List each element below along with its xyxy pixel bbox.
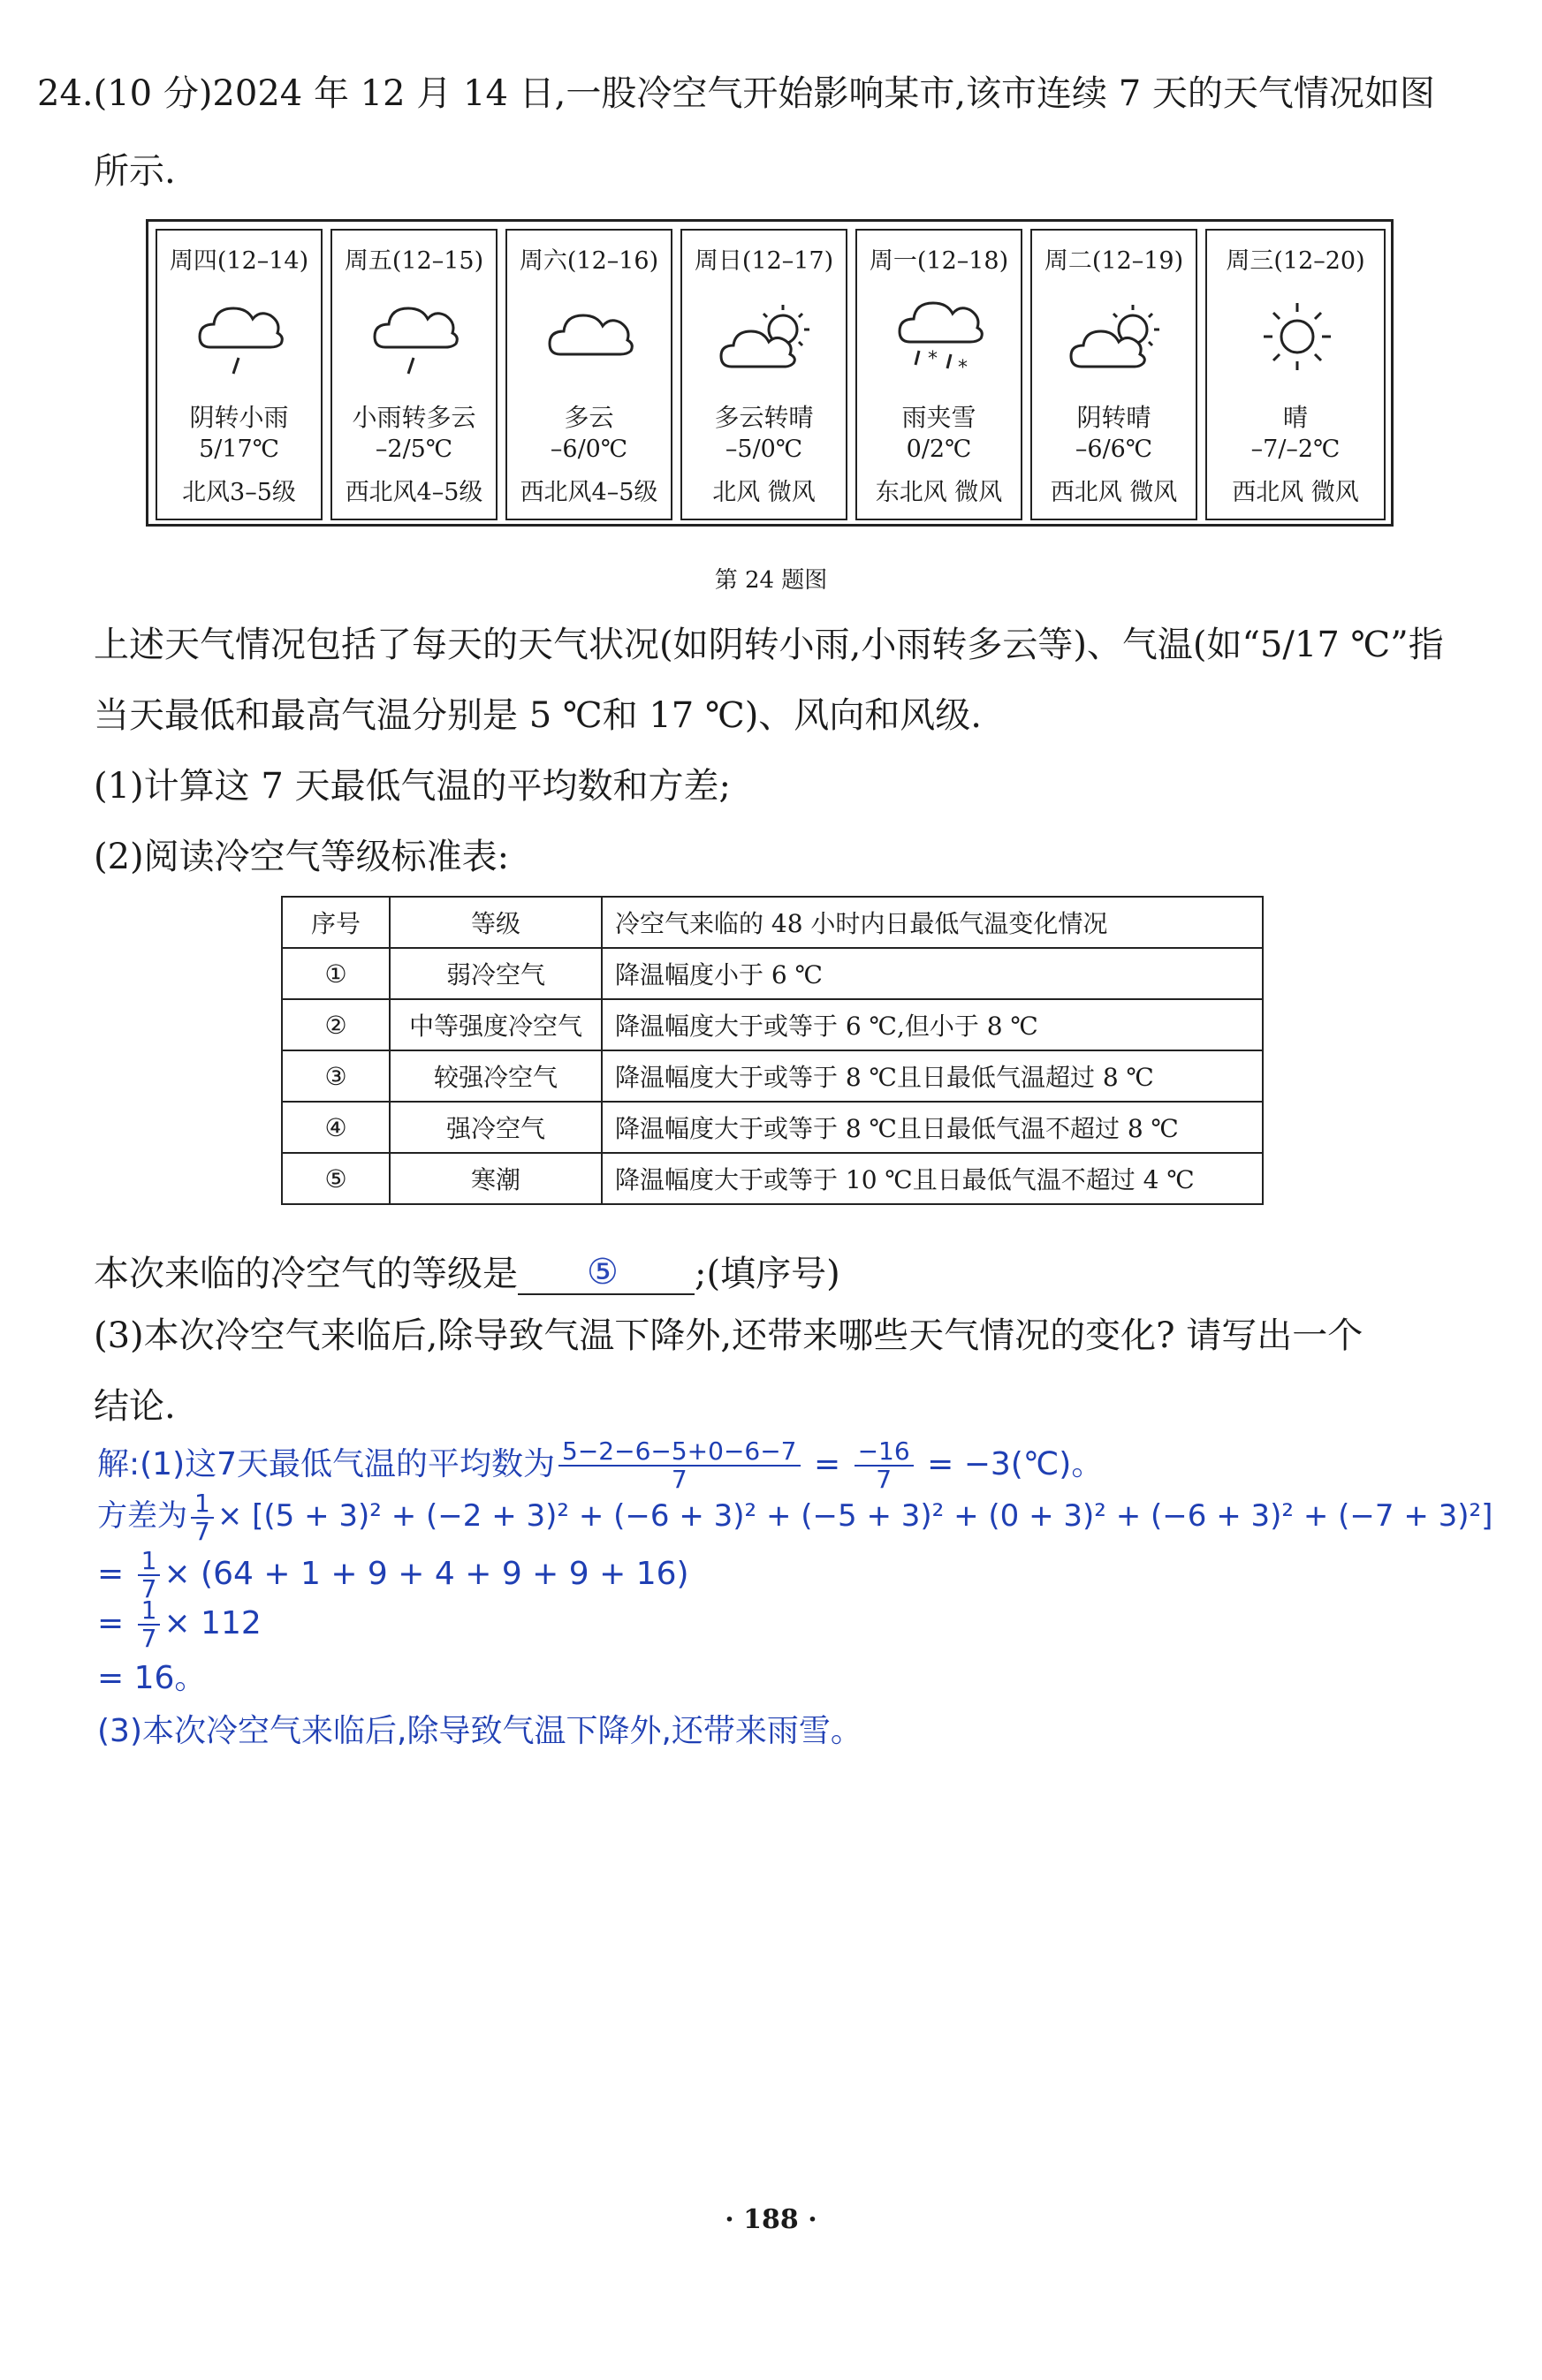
table-cell: 弱冷空气 [390,948,602,999]
weather-temp: –6/0℃ [550,436,628,463]
solution-line-3: = $\frac{1}{7}$ × (64 + 1 + 9 + 4 + 9 + 9 + 16) [97,1546,689,1603]
weather-condition: 多云 [564,403,614,432]
weather-wind: 西北风 微风 [1050,479,1178,506]
weather-day-6 [1030,229,1197,520]
weather-condition: 雨夹雪 [901,403,976,432]
partly-sunny-icon [1067,284,1165,390]
part-1: (1)计算这 7 天最低气温的平均数和方差; [94,766,732,807]
one-seventh-fraction: $\frac{1}{7}$ [191,1490,214,1545]
sleet-icon [893,284,990,390]
svg-text:*: * [958,357,968,379]
weather-figure [146,219,1394,527]
weather-day-4 [680,229,847,520]
description-line-2: 当天最低和最高气温分别是 5 ℃和 17 ℃)、风向和风级. [94,695,983,736]
part-3-line-2: 结论. [94,1386,176,1427]
cloud-icon [543,284,640,390]
table-header-row [282,897,1263,948]
weather-wind: 北风3–5级 [182,479,296,506]
part-3-line-1: (3)本次冷空气来临后,除导致气温下降外,还带来哪些天气情况的变化? 请写出一个 [94,1315,1363,1356]
part-2: (2)阅读冷空气等级标准表: [94,837,510,877]
weather-day-1 [156,229,323,520]
weather-date: 周四(12–14) [169,247,309,275]
fill-in-suffix: ;(填序号) [695,1254,840,1294]
answer-value: ⑤ [587,1252,619,1292]
weather-day-3 [505,229,672,520]
table-cell: 降温幅度大于或等于 8 ℃且日最低气温超过 8 ℃ [602,1050,1263,1102]
weather-date: 周一(12–18) [869,247,1009,275]
weather-condition: 阴转小雨 [189,403,289,432]
weather-condition: 多云转晴 [714,403,814,432]
grade-table [281,896,1264,1205]
weather-date: 周五(12–15) [344,247,484,275]
table-row [282,1153,1263,1204]
weather-date: 周六(12–16) [519,247,659,275]
weather-date: 周日(12–17) [694,247,834,275]
table-cell: ④ [282,1102,390,1153]
table-cell: 降温幅度小于 6 ℃ [602,948,1263,999]
solution-line-5: = 16。 [97,1660,207,1696]
table-row [282,948,1263,999]
table-header: 等级 [390,897,602,948]
table-cell: 降温幅度大于或等于 8 ℃且日最低气温不超过 8 ℃ [602,1102,1263,1153]
weather-temp: –2/5℃ [375,436,453,463]
solution-part-3: (3)本次冷空气来临后,除导致气温下降外,还带来雨雪。 [97,1713,862,1749]
table-cell: ① [282,948,390,999]
solution-line-4: = $\frac{1}{7}$ × 112 [97,1596,262,1653]
page-number: · 188 · [725,2204,817,2235]
weather-temp: –5/0℃ [725,436,803,463]
mean-fraction-simplified: $\frac{-16}{7}$ [855,1438,914,1493]
table-row [282,1102,1263,1153]
weather-date: 周三(12–20) [1226,247,1365,275]
table-row [282,999,1263,1050]
table-row [282,1050,1263,1102]
table-cell: 强冷空气 [390,1102,602,1153]
mean-fraction: $\frac{5-2-6-5+0-6-7}{7}$ [558,1438,800,1493]
table-cell: ② [282,999,390,1050]
weather-condition: 阴转晴 [1076,403,1151,432]
table-cell: 降温幅度大于或等于 6 ℃,但小于 8 ℃ [602,999,1263,1050]
fill-in-line [94,1253,840,1295]
table-cell: ⑤ [282,1153,390,1204]
question-line-2: 所示. [94,151,176,192]
weather-wind: 西北风4–5级 [345,479,483,506]
weather-day-2 [330,229,498,520]
solution-line-2: 方差为 $\frac{1}{7}$ × [(5 + 3)² + (−2 + 3)² + (−6 + 3)² + (−5 + 3)² + (0 + 3)² + (−6 + 3)² + (−7 + 3)²] [97,1488,1493,1546]
table-cell: 寒潮 [390,1153,602,1204]
table-cell: 降温幅度大于或等于 10 ℃且日最低气温不超过 4 ℃ [602,1153,1263,1204]
cloud-rain-icon [193,284,290,390]
description-line-1: 上述天气情况包括了每天的天气状况(如阴转小雨,小雨转多云等)、气温(如“5/17 ℃”指 [94,625,1444,665]
svg-text:*: * [928,348,938,370]
weather-temp: 0/2℃ [906,436,972,463]
partly-sunny-icon [718,284,815,390]
table-cell: 较强冷空气 [390,1050,602,1102]
weather-wind: 西北风 微风 [1232,479,1359,506]
weather-day-5 [855,229,1022,520]
table-cell: ③ [282,1050,390,1102]
fill-in-prompt: 本次来临的冷空气的等级是 [94,1254,518,1294]
weather-temp: –7/–2℃ [1250,436,1341,463]
cloud-rain-icon [368,284,465,390]
figure-caption: 第 24 题图 [714,567,828,594]
weather-day-7 [1205,229,1386,520]
table-cell: 中等强度冷空气 [390,999,602,1050]
answer-blank[interactable] [518,1252,695,1295]
one-seventh-fraction: $\frac{1}{7}$ [138,1548,161,1603]
weather-wind: 东北风 微风 [875,479,1003,506]
table-header: 序号 [282,897,390,948]
question-line-1: 24.(10 分)2024 年 12 月 14 日,一股冷空气开始影响某市,该市连续 7 天的天气情况如图 [37,73,1435,114]
solution-line-1: 解:(1)这7天最低气温的平均数为 $\frac{5-2-6-5+0-6-7}{7}$ = $\frac{-16}{7}$ = −3(℃)。 [97,1436,1104,1494]
weather-condition: 晴 [1282,403,1308,432]
sun-icon [1249,284,1346,390]
weather-temp: –6/6℃ [1075,436,1153,463]
solution-text: 解:(1)这7天最低气温的平均数为 [97,1446,556,1482]
weather-date: 周二(12–19) [1044,247,1184,275]
weather-condition: 小雨转多云 [352,403,476,432]
weather-wind: 西北风4–5级 [520,479,658,506]
table-header: 冷空气来临的 48 小时内日最低气温变化情况 [602,897,1263,948]
one-seventh-fraction: $\frac{1}{7}$ [138,1597,161,1652]
weather-temp: 5/17℃ [199,436,279,463]
weather-wind: 北风 微风 [712,479,816,506]
